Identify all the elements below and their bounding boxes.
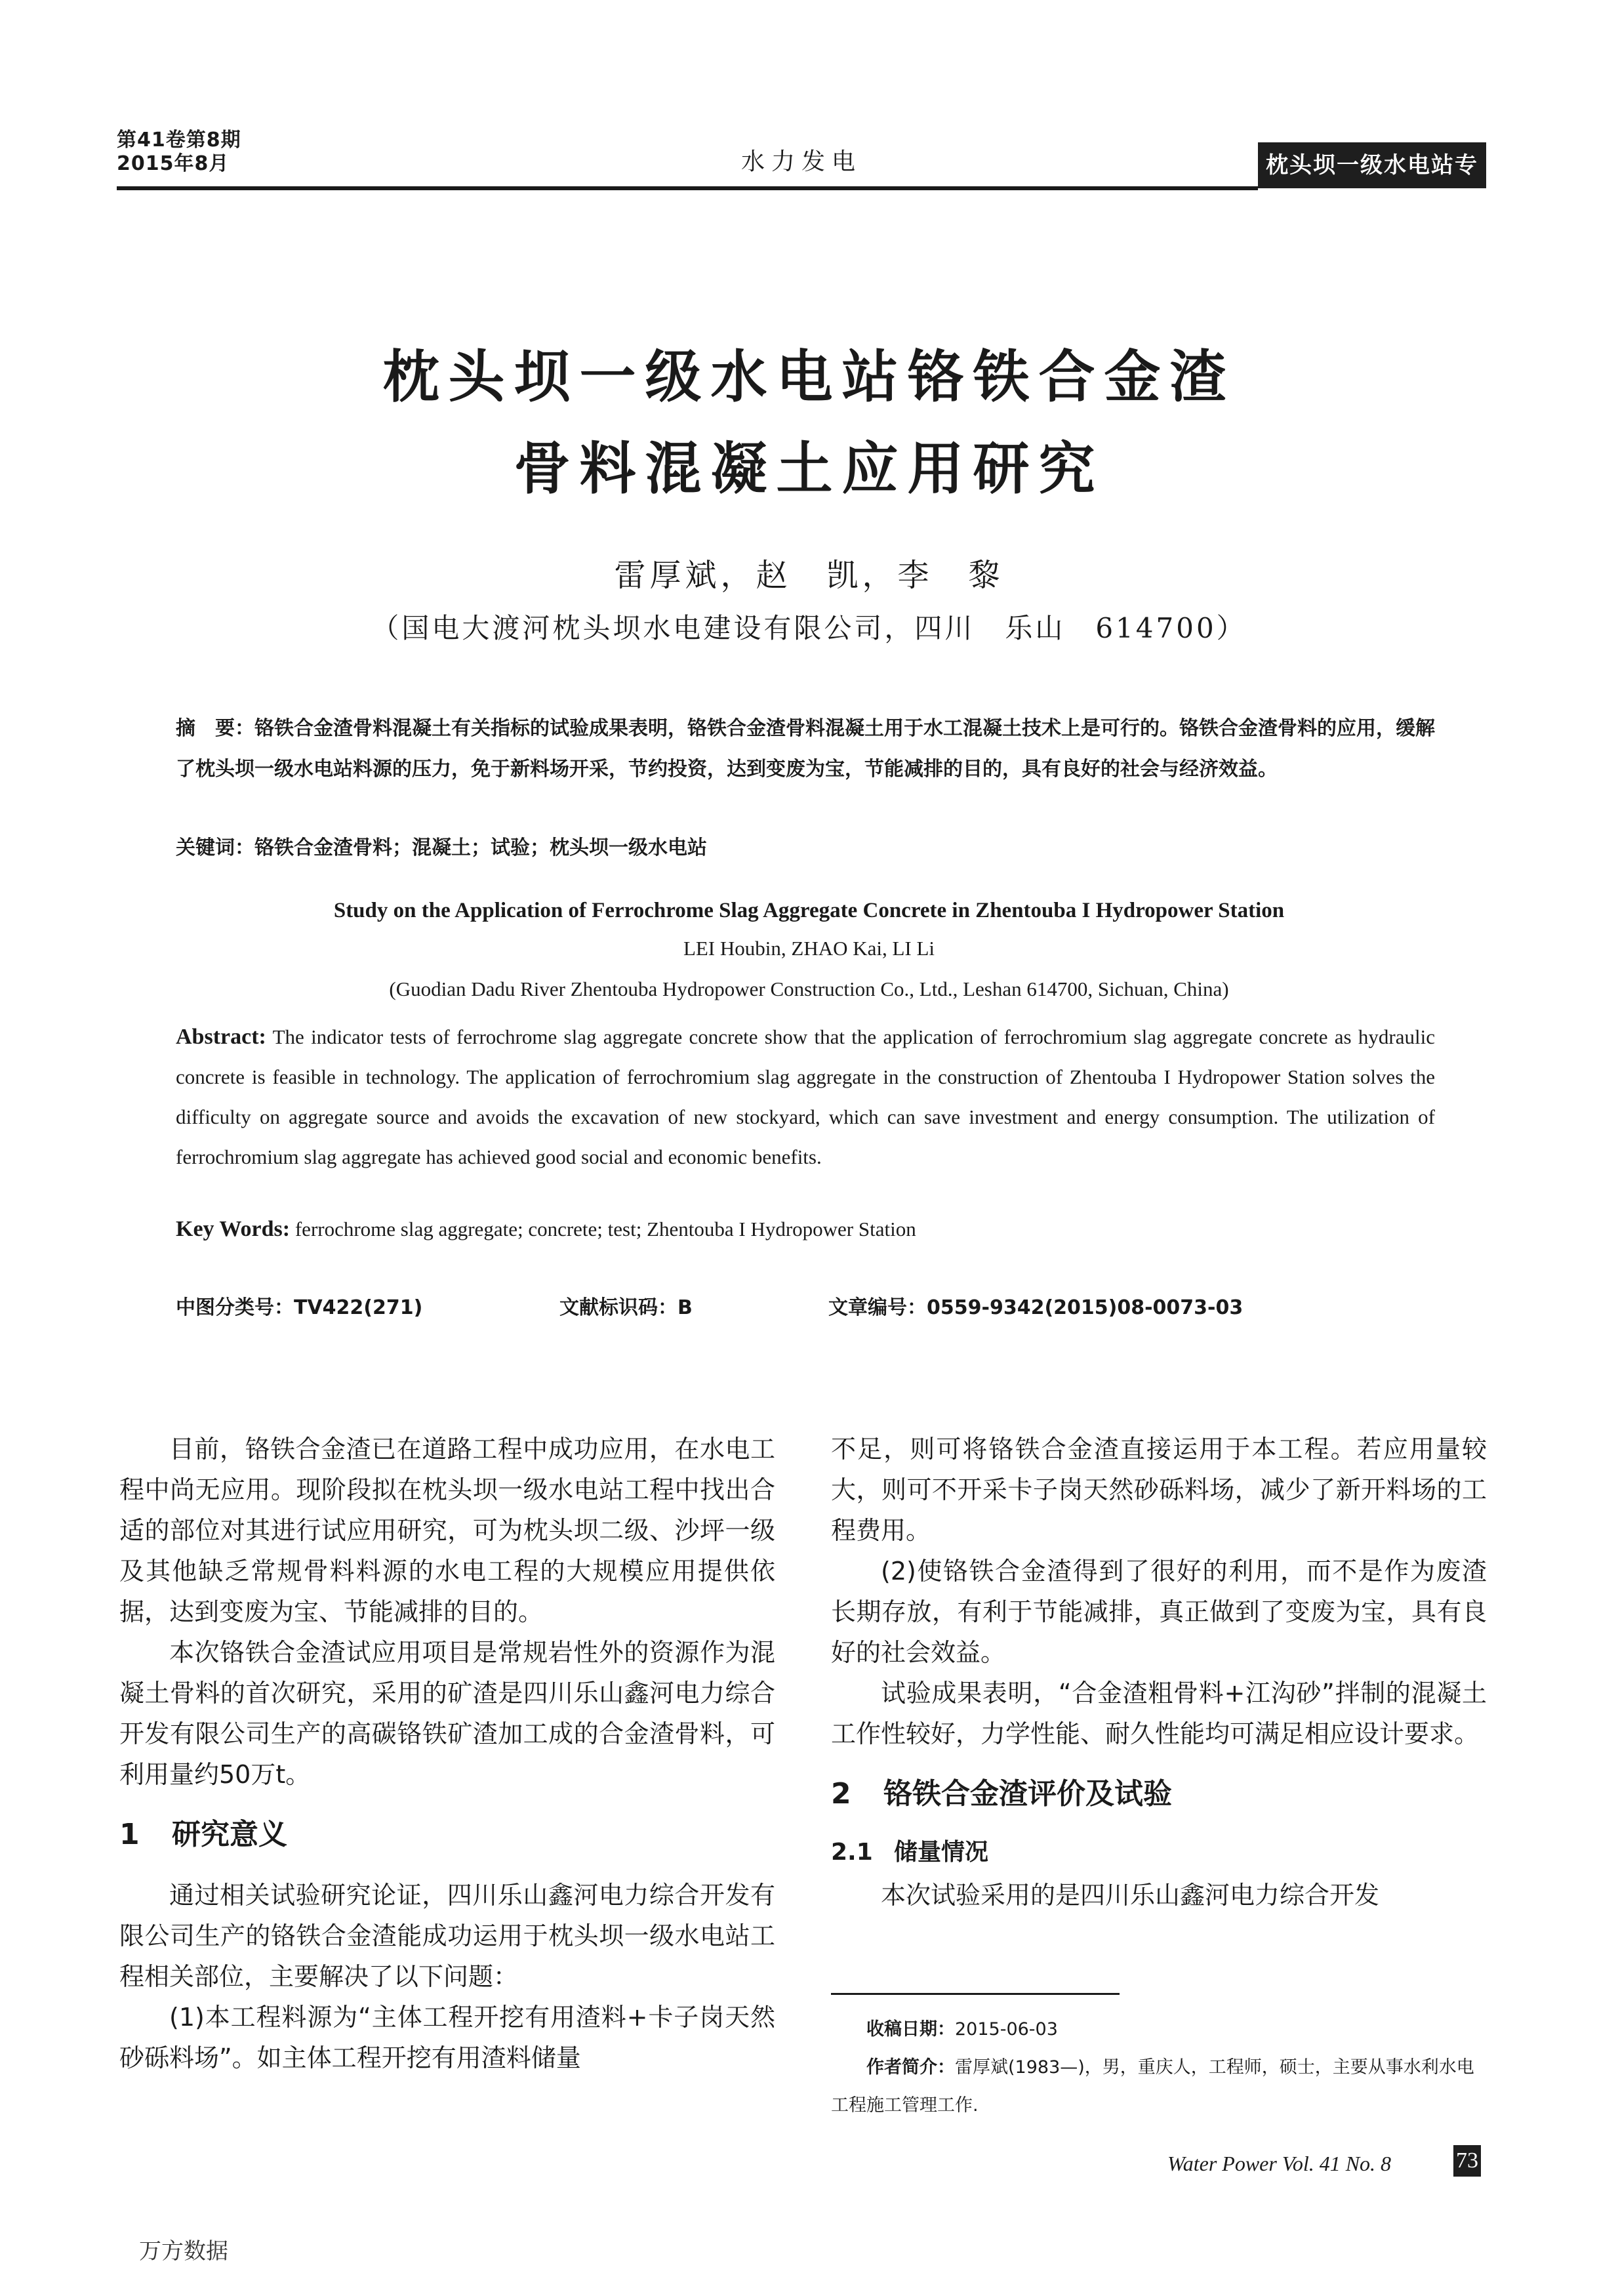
- keywords-cn-label: 关键词：: [176, 836, 254, 859]
- english-keywords-text: ferrochrome slag aggregate; concrete; test; Zhentouba I Hydropower Station: [294, 1218, 916, 1240]
- document-code-label: 文献标识码：: [559, 1296, 678, 1319]
- english-abstract-label: Abstract:: [176, 1025, 266, 1049]
- header-rule: [117, 186, 1258, 190]
- english-authors: LEI Houbin, ZHAO Kai, LI Li: [683, 937, 935, 960]
- clc-value: TV422(271): [294, 1296, 423, 1319]
- body-paragraph: 通过相关试验研究论证，四川乐山鑫河电力综合开发有限公司生产的铬铁合金渣能成功运用于枕头坝一级水电站工程相关部位，主要解决了以下问题：: [119, 1881, 775, 1991]
- section-heading-1: [119, 1814, 775, 1855]
- subsection-title: 储量情况: [894, 1839, 989, 1866]
- subsection-number: 2.1: [831, 1839, 873, 1866]
- abstract-cn-label: 摘 要：: [176, 717, 254, 740]
- section-number: 1: [119, 1818, 140, 1851]
- received-label: 收稿日期：: [866, 2019, 955, 2040]
- clc-number: [176, 1291, 422, 1320]
- received-value: 2015-06-03: [955, 2019, 1058, 2040]
- footnotes: [831, 2011, 1487, 2125]
- footer-journal-info: Water Power Vol. 41 No. 8: [1167, 2152, 1392, 2175]
- article-number-value: 0559-9342(2015)08-0073-03: [927, 1296, 1244, 1319]
- received-date: [831, 2011, 1487, 2049]
- english-affiliation: (Guodian Dadu River Zhentouba Hydropower Construction Co., Ltd., Leshan 614700, Sichuan, China): [389, 977, 1229, 1000]
- body-paragraph: 目前，铬铁合金渣已在道路工程中成功应用，在水电工程中尚无应用。现阶段拟在枕头坝一级水电站工程中找出合适的部位对其进行试应用研究，可为枕头坝二级、沙坪一级及其他缺乏常规骨料料源的水电工程的大规模应用提供依据，达到变废为宝、节能减排的目的。: [119, 1435, 775, 1626]
- author-bio: [831, 2049, 1487, 2125]
- author-bio-label: 作者简介：: [866, 2057, 955, 2078]
- paper-title-line-2: 骨料混凝土应用研究: [514, 436, 1104, 502]
- watermark: 万方数据: [139, 2238, 228, 2265]
- page-number: 73: [1453, 2145, 1481, 2177]
- article-number-label: 文章编号：: [828, 1296, 927, 1319]
- author-bio-text: 雷厚斌(1983—)，男，重庆人，工程师，硕士，主要从事水利水电工程施工管理工作.: [831, 2057, 1474, 2116]
- section-title: 研究意义: [172, 1818, 287, 1851]
- body-paragraph: (1)本工程料源为“主体工程开挖有用渣料+卡子岗天然砂砾料场”。如主体工程开挖有用渣料储量: [119, 2003, 775, 2072]
- article-number: [828, 1291, 1243, 1320]
- abstract-cn: [176, 708, 1435, 790]
- clc-label: 中图分类号：: [176, 1296, 294, 1319]
- document-code-value: B: [678, 1296, 693, 1319]
- volume-issue: 第41卷第8期: [117, 129, 241, 152]
- footnote-rule: [831, 1993, 1120, 1995]
- section-number: 2: [831, 1777, 851, 1811]
- body-paragraph: 试验成果表明，“合金渣粗骨料+江沟砂”拌制的混凝土工作性较好，力学性能、耐久性能均可满足相应设计要求。: [831, 1679, 1487, 1748]
- english-title: Study on the Application of Ferrochrome Slag Aggregate Concrete in Zhentouba I Hydropower Station: [333, 899, 1285, 922]
- authors-cn: 雷厚斌，赵 凯，李 黎: [614, 557, 1004, 594]
- body-column-right: [831, 1429, 1487, 1916]
- english-keywords-label: Key Words:: [176, 1217, 291, 1241]
- abstract-cn-text: 铬铁合金渣骨料混凝土有关指标的试验成果表明，铬铁合金渣骨料混凝土用于水工混凝土技术上是可行的。铬铁合金渣骨料的应用，缓解了枕头坝一级水电站料源的压力，免于新料场开采，节约投资，达到变废为宝，节能减排的目的，具有良好的社会与经济效益。: [176, 717, 1435, 781]
- body-paragraph: 本次铬铁合金渣试应用项目是常规岩性外的资源作为混凝土骨料的首次研究，采用的矿渣是四川乐山鑫河电力综合开发有限公司生产的高碳铬铁矿渣加工成的合金渣骨料，可利用量约50万t。: [119, 1638, 775, 1789]
- volume-issue-info: [117, 129, 241, 176]
- body-paragraph: 本次试验采用的是四川乐山鑫河电力综合开发: [881, 1881, 1380, 1910]
- keywords-cn: [176, 828, 1435, 869]
- body-paragraph: 不足，则可将铬铁合金渣直接运用于本工程。若应用量较大，则可不开采卡子岗天然砂砾料场，减少了新开料场的工程费用。: [831, 1435, 1487, 1545]
- affiliation-cn: （国电大渡河枕头坝水电建设有限公司，四川 乐山 614700）: [371, 612, 1247, 644]
- english-abstract: [176, 1017, 1435, 1177]
- journal-name: 水力发电: [741, 148, 862, 175]
- publication-date: 2015年8月: [117, 152, 230, 175]
- section-title: 铬铁合金渣评价及试验: [883, 1777, 1172, 1811]
- subsection-heading-2-1: [831, 1834, 1487, 1871]
- english-keywords: [176, 1217, 1435, 1242]
- document-code: [559, 1291, 693, 1320]
- body-paragraph: (2)使铬铁合金渣得到了很好的利用，而不是作为废渣长期存放，有利于节能减排，真正做到了变废为宝，具有良好的社会效益。: [831, 1557, 1487, 1667]
- english-abstract-text: The indicator tests of ferrochrome slag aggregate concrete show that the application of ferrochromium slag aggregate concrete as hydraulic concrete is feasible in technology. The application of ferrochromium slag aggregate in the construction of Zhentouba I Hydropower Station solves the difficulty on aggregate source and avoids the excavation of new stockyard, which can save investment and energy consumption. The utilization of ferrochromium slag aggregate has achieved good social and economic benefits.: [176, 1025, 1435, 1168]
- column-badge: 枕头坝一级水电站专栏: [1258, 142, 1486, 188]
- paper-title-line-1: 枕头坝一级水电站铬铁合金渣: [382, 344, 1236, 410]
- keywords-cn-text: 铬铁合金渣骨料；混凝土；试验；枕头坝一级水电站: [254, 836, 707, 859]
- section-heading-2: [831, 1774, 1487, 1814]
- body-column-left: [119, 1429, 775, 2078]
